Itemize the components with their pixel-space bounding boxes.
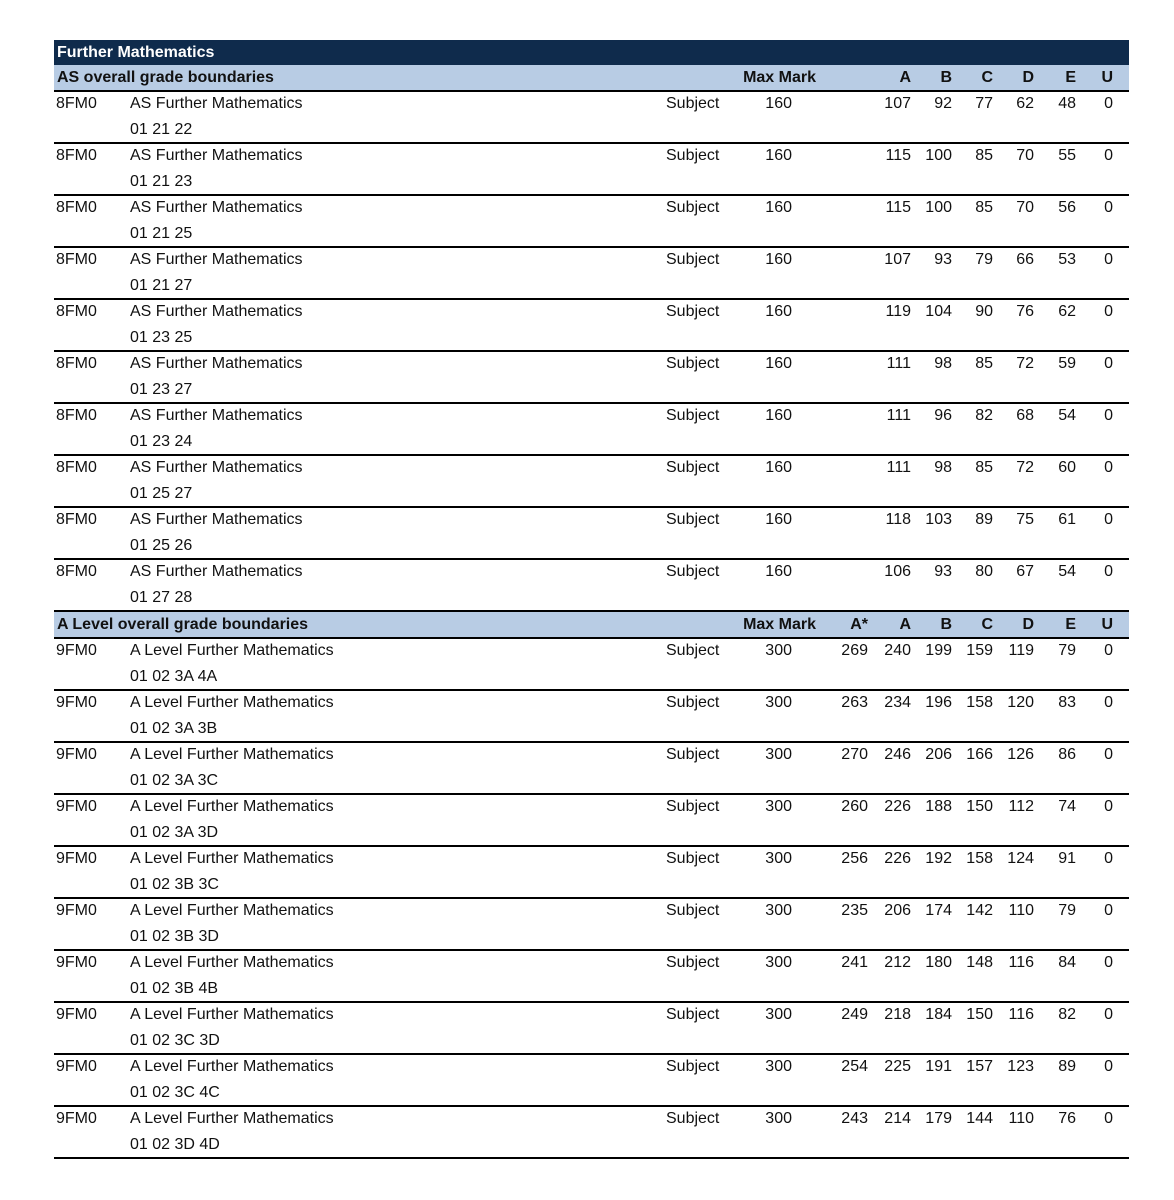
row-type: Subject bbox=[666, 407, 720, 424]
row-grade-e: 56 bbox=[1058, 199, 1076, 216]
row-max-mark: 300 bbox=[765, 746, 792, 763]
row-max-mark: 160 bbox=[765, 303, 792, 320]
row-grade-c: 166 bbox=[966, 746, 993, 763]
row-type: Subject bbox=[666, 199, 720, 216]
row-components: 01 21 27 bbox=[130, 277, 193, 294]
row-grade-e: 79 bbox=[1058, 642, 1076, 659]
row-components: 01 23 24 bbox=[130, 433, 193, 450]
row-grade-a: 240 bbox=[884, 642, 911, 659]
row-grade-u: 0 bbox=[1104, 199, 1113, 216]
row-grade-b: 196 bbox=[925, 694, 952, 711]
row-grade-a: 111 bbox=[886, 355, 911, 372]
row-qualification-name: A Level Further Mathematics bbox=[130, 954, 334, 971]
row-grade-d: 116 bbox=[1008, 1006, 1034, 1023]
alevel-header-grade-u: U bbox=[1101, 616, 1113, 633]
row-grade-d: 76 bbox=[1016, 303, 1034, 320]
row-qualification-name: AS Further Mathematics bbox=[130, 355, 303, 372]
row-grade-u: 0 bbox=[1104, 1110, 1113, 1127]
as-header-max-mark: Max Mark bbox=[743, 69, 816, 86]
row-grade-astar: 256 bbox=[841, 850, 868, 867]
row-grade-a: 226 bbox=[884, 850, 911, 867]
row-grade-d: 67 bbox=[1016, 563, 1034, 580]
row-components: 01 23 25 bbox=[130, 329, 193, 346]
row-grade-b: 103 bbox=[925, 511, 952, 528]
row-grade-u: 0 bbox=[1104, 642, 1113, 659]
row-grade-c: 77 bbox=[975, 95, 993, 112]
row-grade-e: 86 bbox=[1058, 746, 1076, 763]
row-grade-d: 119 bbox=[1008, 642, 1034, 659]
row-grade-c: 85 bbox=[975, 147, 993, 164]
row-grade-a: 212 bbox=[884, 954, 911, 971]
row-grade-d: 124 bbox=[1007, 850, 1034, 867]
row-grade-d: 70 bbox=[1016, 199, 1034, 216]
row-max-mark: 300 bbox=[765, 1110, 792, 1127]
row-code: 8FM0 bbox=[56, 147, 97, 164]
row-grade-a: 234 bbox=[884, 694, 911, 711]
row-code: 8FM0 bbox=[56, 303, 97, 320]
row-grade-astar: 235 bbox=[841, 902, 868, 919]
as-section-title: AS overall grade boundaries bbox=[57, 69, 274, 86]
row-components: 01 25 26 bbox=[130, 537, 193, 554]
alevel-section-title: A Level overall grade boundaries bbox=[57, 616, 309, 633]
row-grade-d: 123 bbox=[1007, 1058, 1034, 1075]
row-grade-b: 188 bbox=[925, 798, 952, 815]
row-grade-u: 0 bbox=[1104, 511, 1113, 528]
row-grade-u: 0 bbox=[1104, 798, 1113, 815]
row-grade-c: 150 bbox=[966, 1006, 993, 1023]
as-header-grade-b: B bbox=[940, 69, 952, 86]
row-components: 01 02 3A 4A bbox=[130, 668, 218, 685]
row-grade-astar: 241 bbox=[841, 954, 868, 971]
row-grade-c: 142 bbox=[966, 902, 993, 919]
row-grade-d: 116 bbox=[1008, 954, 1034, 971]
alevel-header-grade-astar: A* bbox=[850, 616, 868, 633]
row-grade-e: 91 bbox=[1058, 850, 1076, 867]
as-rows bbox=[54, 92, 1129, 612]
row-grade-d: 112 bbox=[1008, 798, 1034, 815]
row-grade-b: 191 bbox=[925, 1058, 952, 1075]
row-code: 8FM0 bbox=[56, 511, 97, 528]
table-row bbox=[54, 300, 1129, 352]
table-row bbox=[54, 92, 1129, 144]
row-grade-u: 0 bbox=[1104, 355, 1113, 372]
row-components: 01 21 22 bbox=[130, 121, 193, 138]
row-grade-b: 93 bbox=[934, 251, 952, 268]
row-code: 8FM0 bbox=[56, 199, 97, 216]
alevel-section-header bbox=[54, 612, 1129, 639]
alevel-header-grade-e: E bbox=[1065, 616, 1076, 633]
alevel-header-grade-d: D bbox=[1022, 616, 1034, 633]
row-qualification-name: A Level Further Mathematics bbox=[130, 1110, 334, 1127]
row-qualification-name: AS Further Mathematics bbox=[130, 511, 303, 528]
table-row bbox=[54, 456, 1129, 508]
row-grade-b: 92 bbox=[934, 95, 952, 112]
table-row bbox=[54, 743, 1129, 795]
table-row bbox=[54, 951, 1129, 1003]
grade-boundaries-sheet bbox=[54, 40, 1129, 1159]
row-grade-d: 75 bbox=[1016, 511, 1034, 528]
table-row bbox=[54, 508, 1129, 560]
row-grade-d: 66 bbox=[1016, 251, 1034, 268]
row-grade-d: 126 bbox=[1007, 746, 1034, 763]
row-grade-astar: 270 bbox=[841, 746, 868, 763]
row-type: Subject bbox=[666, 1058, 720, 1075]
row-max-mark: 300 bbox=[765, 694, 792, 711]
row-grade-c: 158 bbox=[966, 850, 993, 867]
row-type: Subject bbox=[666, 1006, 720, 1023]
row-code: 9FM0 bbox=[56, 1058, 97, 1075]
table-row bbox=[54, 847, 1129, 899]
row-grade-e: 54 bbox=[1058, 407, 1076, 424]
row-code: 9FM0 bbox=[56, 642, 97, 659]
row-grade-b: 104 bbox=[925, 303, 952, 320]
row-grade-b: 93 bbox=[934, 563, 952, 580]
row-max-mark: 300 bbox=[765, 954, 792, 971]
row-max-mark: 160 bbox=[765, 251, 792, 268]
row-code: 9FM0 bbox=[56, 694, 97, 711]
row-grade-e: 60 bbox=[1058, 459, 1076, 476]
row-max-mark: 160 bbox=[765, 459, 792, 476]
row-grade-c: 148 bbox=[966, 954, 993, 971]
as-header-grade-e: E bbox=[1065, 69, 1076, 86]
row-components: 01 02 3A 3B bbox=[130, 720, 218, 737]
row-grade-e: 55 bbox=[1058, 147, 1076, 164]
alevel-header-grade-a: A bbox=[899, 616, 911, 633]
row-grade-e: 48 bbox=[1058, 95, 1076, 112]
row-components: 01 02 3B 3C bbox=[130, 876, 219, 893]
row-max-mark: 300 bbox=[765, 1058, 792, 1075]
row-grade-b: 98 bbox=[934, 459, 952, 476]
row-type: Subject bbox=[666, 303, 720, 320]
row-grade-b: 180 bbox=[925, 954, 952, 971]
row-grade-d: 70 bbox=[1016, 147, 1034, 164]
row-type: Subject bbox=[666, 642, 720, 659]
row-type: Subject bbox=[666, 355, 720, 372]
table-row bbox=[54, 1055, 1129, 1107]
row-grade-c: 82 bbox=[975, 407, 993, 424]
row-grade-e: 53 bbox=[1058, 251, 1076, 268]
row-type: Subject bbox=[666, 1110, 720, 1127]
page-title: Further Mathematics bbox=[54, 40, 1129, 65]
as-header-grade-c: C bbox=[981, 69, 993, 86]
row-qualification-name: AS Further Mathematics bbox=[130, 459, 303, 476]
row-grade-e: 62 bbox=[1058, 303, 1076, 320]
row-type: Subject bbox=[666, 694, 720, 711]
row-grade-e: 84 bbox=[1058, 954, 1076, 971]
row-max-mark: 300 bbox=[765, 850, 792, 867]
row-grade-e: 89 bbox=[1058, 1058, 1076, 1075]
row-grade-astar: 263 bbox=[841, 694, 868, 711]
row-code: 9FM0 bbox=[56, 902, 97, 919]
row-grade-a: 111 bbox=[886, 459, 911, 476]
row-grade-a: 246 bbox=[884, 746, 911, 763]
table-row bbox=[54, 196, 1129, 248]
row-grade-a: 111 bbox=[886, 407, 911, 424]
row-grade-u: 0 bbox=[1104, 1006, 1113, 1023]
table-row bbox=[54, 248, 1129, 300]
row-grade-b: 96 bbox=[934, 407, 952, 424]
row-grade-d: 72 bbox=[1016, 459, 1034, 476]
row-grade-e: 74 bbox=[1058, 798, 1076, 815]
row-grade-b: 199 bbox=[925, 642, 952, 659]
row-grade-astar: 260 bbox=[841, 798, 868, 815]
row-max-mark: 300 bbox=[765, 1006, 792, 1023]
row-qualification-name: A Level Further Mathematics bbox=[130, 694, 334, 711]
row-grade-c: 158 bbox=[966, 694, 993, 711]
row-grade-c: 85 bbox=[975, 199, 993, 216]
row-grade-e: 59 bbox=[1058, 355, 1076, 372]
row-grade-u: 0 bbox=[1104, 850, 1113, 867]
row-grade-u: 0 bbox=[1104, 902, 1113, 919]
row-max-mark: 160 bbox=[765, 147, 792, 164]
row-components: 01 21 25 bbox=[130, 225, 193, 242]
row-code: 8FM0 bbox=[56, 95, 97, 112]
row-grade-d: 120 bbox=[1007, 694, 1034, 711]
table-row bbox=[54, 560, 1129, 612]
row-qualification-name: A Level Further Mathematics bbox=[130, 1006, 334, 1023]
row-grade-u: 0 bbox=[1104, 1058, 1113, 1075]
row-qualification-name: A Level Further Mathematics bbox=[130, 902, 334, 919]
row-qualification-name: A Level Further Mathematics bbox=[130, 850, 334, 867]
row-qualification-name: AS Further Mathematics bbox=[130, 251, 303, 268]
row-type: Subject bbox=[666, 746, 720, 763]
row-grade-b: 174 bbox=[925, 902, 952, 919]
row-grade-b: 100 bbox=[925, 199, 952, 216]
row-grade-c: 79 bbox=[975, 251, 993, 268]
row-grade-e: 79 bbox=[1058, 902, 1076, 919]
row-code: 9FM0 bbox=[56, 746, 97, 763]
row-type: Subject bbox=[666, 459, 720, 476]
row-grade-c: 85 bbox=[975, 459, 993, 476]
row-qualification-name: A Level Further Mathematics bbox=[130, 642, 334, 659]
row-code: 8FM0 bbox=[56, 355, 97, 372]
table-row bbox=[54, 795, 1129, 847]
row-max-mark: 300 bbox=[765, 798, 792, 815]
row-code: 9FM0 bbox=[56, 798, 97, 815]
row-type: Subject bbox=[666, 902, 720, 919]
row-max-mark: 300 bbox=[765, 902, 792, 919]
row-grade-a: 206 bbox=[884, 902, 911, 919]
row-grade-c: 80 bbox=[975, 563, 993, 580]
row-grade-u: 0 bbox=[1104, 303, 1113, 320]
row-grade-a: 118 bbox=[885, 511, 911, 528]
row-type: Subject bbox=[666, 251, 720, 268]
row-grade-d: 72 bbox=[1016, 355, 1034, 372]
row-grade-e: 82 bbox=[1058, 1006, 1076, 1023]
table-row bbox=[54, 691, 1129, 743]
row-components: 01 02 3C 4C bbox=[130, 1084, 220, 1101]
row-code: 9FM0 bbox=[56, 1110, 97, 1127]
row-max-mark: 300 bbox=[765, 642, 792, 659]
row-grade-b: 100 bbox=[925, 147, 952, 164]
as-section-header bbox=[54, 65, 1129, 92]
table-row bbox=[54, 352, 1129, 404]
row-grade-b: 98 bbox=[934, 355, 952, 372]
row-qualification-name: A Level Further Mathematics bbox=[130, 1058, 334, 1075]
row-code: 8FM0 bbox=[56, 251, 97, 268]
row-components: 01 23 27 bbox=[130, 381, 193, 398]
row-grade-a: 115 bbox=[885, 199, 911, 216]
as-header-grade-d: D bbox=[1022, 69, 1034, 86]
row-components: 01 25 27 bbox=[130, 485, 193, 502]
row-grade-u: 0 bbox=[1104, 954, 1113, 971]
row-grade-u: 0 bbox=[1104, 251, 1113, 268]
row-grade-a: 115 bbox=[885, 147, 911, 164]
row-qualification-name: A Level Further Mathematics bbox=[130, 746, 334, 763]
row-code: 8FM0 bbox=[56, 563, 97, 580]
row-grade-e: 76 bbox=[1058, 1110, 1076, 1127]
row-grade-a: 119 bbox=[885, 303, 911, 320]
alevel-header-max-mark: Max Mark bbox=[743, 616, 816, 633]
row-components: 01 02 3B 4B bbox=[130, 980, 219, 997]
row-components: 01 02 3C 3D bbox=[130, 1032, 220, 1049]
row-grade-e: 83 bbox=[1058, 694, 1076, 711]
row-components: 01 02 3A 3D bbox=[130, 824, 219, 841]
row-grade-u: 0 bbox=[1104, 459, 1113, 476]
table-row bbox=[54, 144, 1129, 196]
row-grade-d: 62 bbox=[1016, 95, 1034, 112]
row-grade-c: 157 bbox=[966, 1058, 993, 1075]
row-grade-a: 106 bbox=[884, 563, 911, 580]
as-header-grade-u: U bbox=[1101, 69, 1113, 86]
row-type: Subject bbox=[666, 563, 720, 580]
row-grade-b: 184 bbox=[925, 1006, 952, 1023]
row-grade-e: 54 bbox=[1058, 563, 1076, 580]
row-grade-u: 0 bbox=[1104, 563, 1113, 580]
table-row bbox=[54, 639, 1129, 691]
row-grade-c: 89 bbox=[975, 511, 993, 528]
row-code: 8FM0 bbox=[56, 459, 97, 476]
row-grade-e: 61 bbox=[1058, 511, 1076, 528]
row-grade-b: 179 bbox=[925, 1110, 952, 1127]
row-grade-u: 0 bbox=[1104, 407, 1113, 424]
row-grade-a: 107 bbox=[884, 95, 911, 112]
row-grade-c: 159 bbox=[966, 642, 993, 659]
row-type: Subject bbox=[666, 798, 720, 815]
row-components: 01 02 3B 3D bbox=[130, 928, 219, 945]
row-qualification-name: A Level Further Mathematics bbox=[130, 798, 334, 815]
alevel-rows bbox=[54, 639, 1129, 1159]
row-max-mark: 160 bbox=[765, 95, 792, 112]
row-grade-b: 192 bbox=[925, 850, 952, 867]
row-qualification-name: AS Further Mathematics bbox=[130, 95, 303, 112]
alevel-header-grade-b: B bbox=[940, 616, 952, 633]
row-code: 9FM0 bbox=[56, 1006, 97, 1023]
row-max-mark: 160 bbox=[765, 355, 792, 372]
row-max-mark: 160 bbox=[765, 407, 792, 424]
row-grade-astar: 254 bbox=[841, 1058, 868, 1075]
row-type: Subject bbox=[666, 850, 720, 867]
row-components: 01 02 3A 3C bbox=[130, 772, 219, 789]
row-grade-astar: 243 bbox=[841, 1110, 868, 1127]
table-row bbox=[54, 1003, 1129, 1055]
row-components: 01 21 23 bbox=[130, 173, 193, 190]
row-grade-c: 90 bbox=[975, 303, 993, 320]
row-grade-a: 214 bbox=[884, 1110, 911, 1127]
row-grade-b: 206 bbox=[925, 746, 952, 763]
row-grade-a: 218 bbox=[884, 1006, 911, 1023]
row-qualification-name: AS Further Mathematics bbox=[130, 303, 303, 320]
row-type: Subject bbox=[666, 954, 720, 971]
row-grade-c: 150 bbox=[966, 798, 993, 815]
row-type: Subject bbox=[666, 511, 720, 528]
row-grade-a: 225 bbox=[884, 1058, 911, 1075]
row-grade-a: 107 bbox=[884, 251, 911, 268]
row-grade-u: 0 bbox=[1104, 147, 1113, 164]
row-qualification-name: AS Further Mathematics bbox=[130, 407, 303, 424]
row-qualification-name: AS Further Mathematics bbox=[130, 563, 303, 580]
row-qualification-name: AS Further Mathematics bbox=[130, 199, 303, 216]
row-code: 9FM0 bbox=[56, 850, 97, 867]
row-grade-d: 110 bbox=[1008, 902, 1034, 919]
row-code: 9FM0 bbox=[56, 954, 97, 971]
table-row bbox=[54, 899, 1129, 951]
alevel-header-grade-c: C bbox=[981, 616, 993, 633]
row-type: Subject bbox=[666, 95, 720, 112]
row-max-mark: 160 bbox=[765, 199, 792, 216]
row-grade-c: 85 bbox=[975, 355, 993, 372]
row-grade-a: 226 bbox=[884, 798, 911, 815]
row-grade-u: 0 bbox=[1104, 95, 1113, 112]
row-type: Subject bbox=[666, 147, 720, 164]
row-grade-astar: 249 bbox=[841, 1006, 868, 1023]
row-max-mark: 160 bbox=[765, 563, 792, 580]
row-qualification-name: AS Further Mathematics bbox=[130, 147, 303, 164]
row-grade-c: 144 bbox=[966, 1110, 993, 1127]
table-row bbox=[54, 404, 1129, 456]
row-grade-astar: 269 bbox=[841, 642, 868, 659]
row-max-mark: 160 bbox=[765, 511, 792, 528]
row-grade-d: 68 bbox=[1016, 407, 1034, 424]
row-grade-u: 0 bbox=[1104, 694, 1113, 711]
as-header-grade-a: A bbox=[899, 69, 911, 86]
row-grade-d: 110 bbox=[1008, 1110, 1034, 1127]
row-code: 8FM0 bbox=[56, 407, 97, 424]
table-row bbox=[54, 1107, 1129, 1159]
row-grade-u: 0 bbox=[1104, 746, 1113, 763]
row-components: 01 02 3D 4D bbox=[130, 1136, 220, 1153]
row-components: 01 27 28 bbox=[130, 589, 193, 606]
